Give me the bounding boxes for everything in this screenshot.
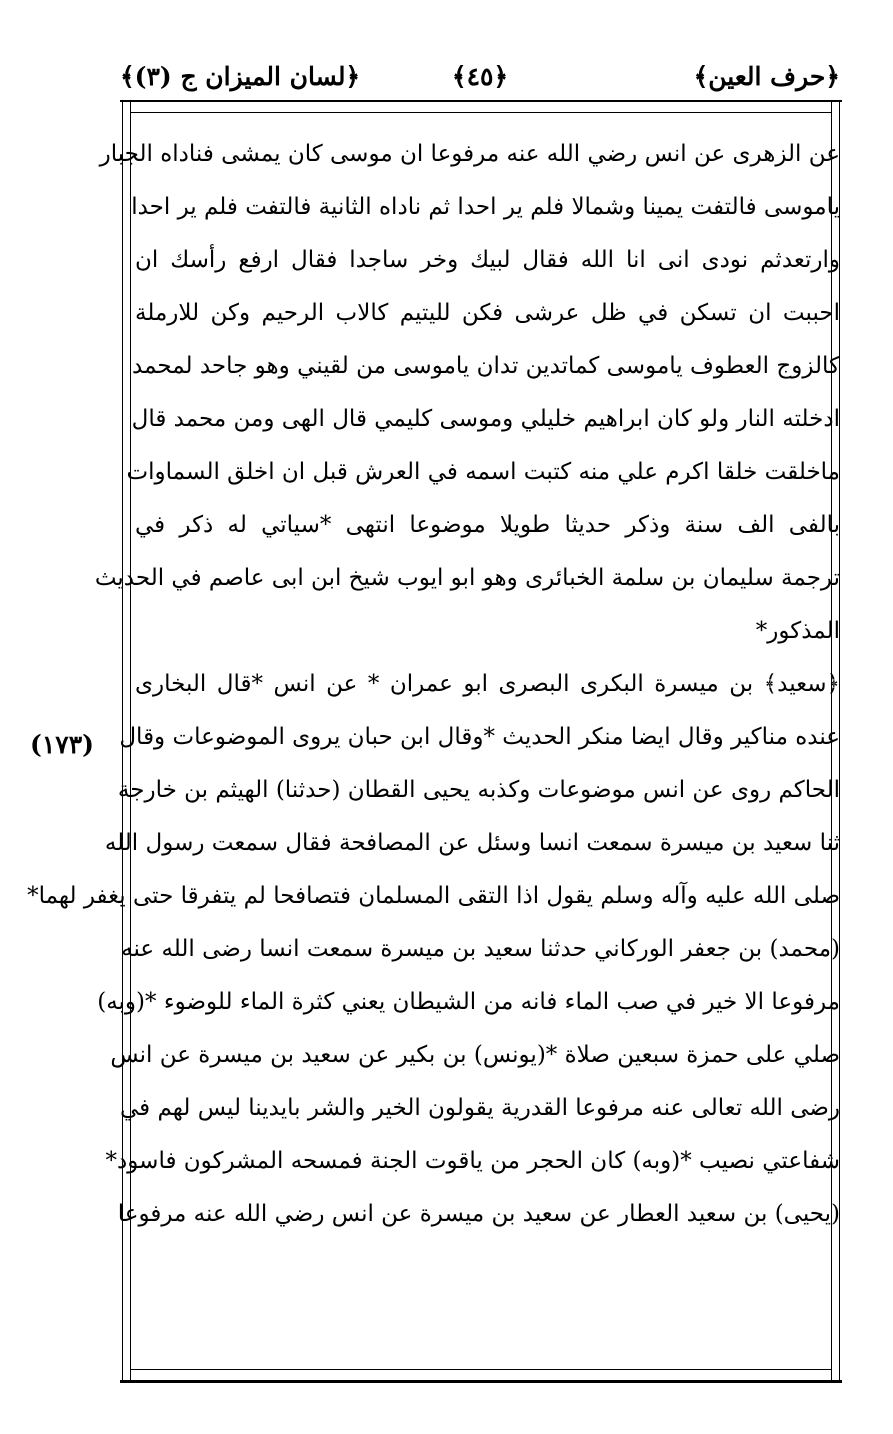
entry-number: (١٧٣) — [30, 730, 94, 759]
text-line: صلى الله عليه وآله وسلم يقول اذا التقى المسلمان فتصافحا لم يتفرقا حتى يغفر لهما* — [27, 883, 840, 909]
page-header — [120, 52, 840, 100]
text-line: ثنا سعيد بن ميسرة سمعت انسا وسئل عن المصافحة فقال سمعت رسول الله — [104, 830, 840, 856]
chapter-title: ﴿حرف العين﴾ — [693, 61, 840, 91]
text-line: احببت ان تسكن في ظل عرشى فكن لليتيم كالاب الرحيم وكن للارملة — [135, 300, 840, 326]
text-line: شفاعتي نصيب *(وبه) كان الحجر من ياقوت الجنة فمسحه المشركون فاسود* — [105, 1148, 840, 1174]
text-line: بالفى الف سنة وذكر حديثا طويلا موضوعا انتهى *سياتي له ذكر في — [135, 512, 840, 538]
text-line: رضى الله تعالى عنه مرفوعا القدرية يقولون الخير والشر بايدينا ليس لهم في — [120, 1095, 840, 1121]
text-line: ياموسى فالتفت يمينا وشمالا فلم ير احدا ثم ناداه الثانية فالتفت فلم ير احدا — [131, 194, 840, 220]
text-line: (محمد) بن جعفر الوركاني حدثنا سعيد بن ميسرة سمعت انسا رضى الله عنه — [121, 936, 840, 962]
text-line: وارتعدثم نودى انى انا الله فقال لبيك وخر ساجدا فقال ارفع رأسك ان — [135, 247, 840, 273]
text-line: كالزوج العطوف ياموسى كماتدين تدان ياموسى من لقيني وهو جاحد لمحمد — [132, 353, 840, 379]
text-line: ادخلته النار ولو كان ابراهيم خليلي وموسى كليمي قال الهى ومن محمد قال — [131, 406, 840, 432]
page-number: ﴿٤٥﴾ — [451, 61, 509, 91]
text-line: الحاكم روى عن انس موضوعات وكذبه يحيى القطان (حدثنا) الهيثم بن خارجة — [117, 777, 840, 803]
text-line: (يحيى) بن سعيد العطار عن سعيد بن ميسرة عن انس رضي الله عنه مرفوعا — [117, 1201, 840, 1227]
text-line: المذكور* — [755, 618, 840, 644]
text-line: ترجمة سليمان بن سلمة الخبائرى وهو ابو ايوب شيخ ابن ابى عاصم في الحديث — [94, 565, 840, 591]
text-line: مرفوعا الا خير في صب الماء فانه من الشيطان يعني كثرة الماء للوضوء *(وبه) — [97, 989, 840, 1015]
book-title: ﴿لسان الميزان ج (٣)﴾ — [120, 61, 361, 91]
text-line: عنده مناكير وقال ايضا منكر الحديث *وقال ابن حبان يروى الموضوعات وقال — [119, 724, 840, 750]
text-line: صلي على حمزة سبعين صلاة *(يونس) بن بكير عن سعيد بن ميسرة عن انس — [110, 1042, 840, 1068]
entry-heading-line: ﴿سعيد﴾ بن ميسرة البكرى البصرى ابو عمران * عن انس *قال البخارى — [135, 671, 840, 697]
text-line: عن الزهرى عن انس رضي الله عنه مرفوعا ان موسى كان يمشى فناداه الجبار — [99, 141, 840, 167]
text-line: ماخلقت خلقا اكرم علي منه كتبت اسمه في العرش قبل ان اخلق السماوات — [126, 459, 840, 485]
